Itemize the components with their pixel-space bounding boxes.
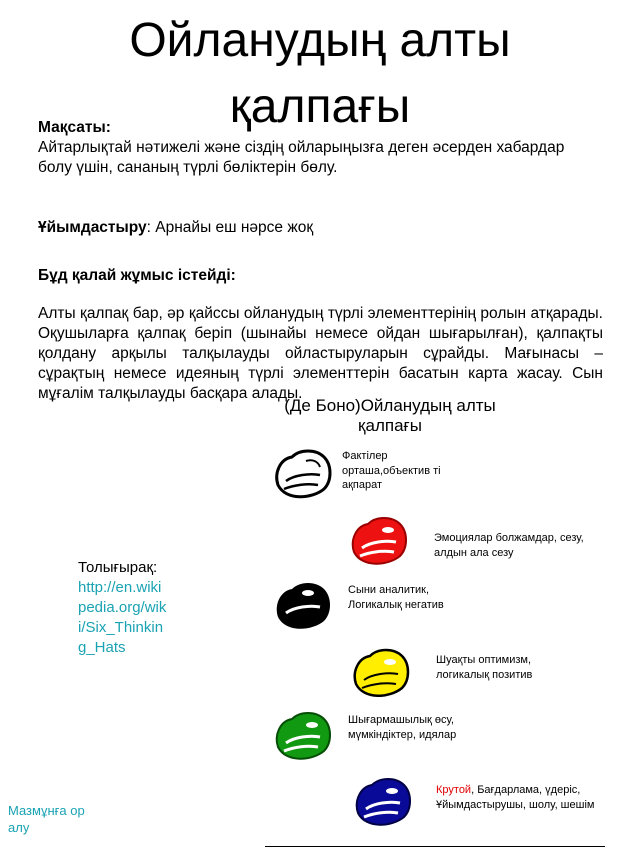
blue-hat-label-highlight: Крутой (436, 784, 472, 796)
more-info (78, 558, 168, 658)
wikipedia-link[interactable]: http://en.wikipedia.org/wiki/Six_Thinking_Hats (78, 579, 167, 656)
how-it-works-heading: Бұд қалай жұмыс істейді: (38, 267, 236, 284)
organization-label: Ұйымдастыру (38, 219, 147, 236)
description-text: Алты қалпақ бар, әр қайссы ойланудың түрлі элементтерінің ролын атқарады. Оқушыларға қалпақ беріп (шынайы немесе ойдан шығарылған), қалпақты қолдану арқылы талқылауды ойластыруларын сұрайды. Мағынасы – сұрақтың немесе идеяның түрлі элементтерін басатын карта жасау. Сын мұғалім талқылауды басқара алады. (38, 305, 603, 402)
blue-hat-label-text: , Бағдарлама, үдеріс, Ұйымдастырушы, шолу, шешім (436, 784, 595, 811)
blue-hat-label (436, 783, 616, 812)
yellow-hat-label: Шуақты оптимизм, логикалық позитив (436, 654, 533, 681)
white-hat-icon (272, 445, 334, 503)
organization-section (38, 218, 598, 238)
goal-label: Мақсаты: (38, 119, 111, 136)
yellow-hat-icon (350, 644, 412, 702)
organization-text: : Арнайы еш нәрсе жоқ (146, 219, 314, 236)
blue-hat-icon (352, 773, 414, 831)
red-hat-label: Эмоциялар болжамдар, сезу, алдын ала сезу (434, 532, 584, 559)
green-hat-icon (272, 707, 334, 765)
goal-text: Айтарлықтай нәтижелі және сіздің ойларыңызға деген әсерден хабардар болу үшін, сананың түрлі бөліктерін бөлу. (38, 139, 565, 176)
goal-section (38, 118, 598, 178)
red-hat-icon (348, 512, 410, 570)
white-hat-label: Фактілер орташа,объектив ті ақпарат (342, 450, 441, 491)
diagram-title: (Де Боно)Ойланудың алты қалпағы (284, 396, 496, 435)
page-title: Ойланудың алты қалпағы (129, 14, 511, 133)
green-hat-label: Шығармашылық өсу, мүмкіндіктер, идялар (348, 714, 457, 741)
bottom-divider (265, 846, 605, 847)
black-hat-label: Сыни аналитик, Логикалық негатив (348, 584, 444, 611)
more-info-label: Толығырақ: (78, 559, 158, 576)
back-to-contents-link[interactable]: Мазмұнға оралу (8, 803, 85, 835)
black-hat-icon (272, 577, 334, 635)
